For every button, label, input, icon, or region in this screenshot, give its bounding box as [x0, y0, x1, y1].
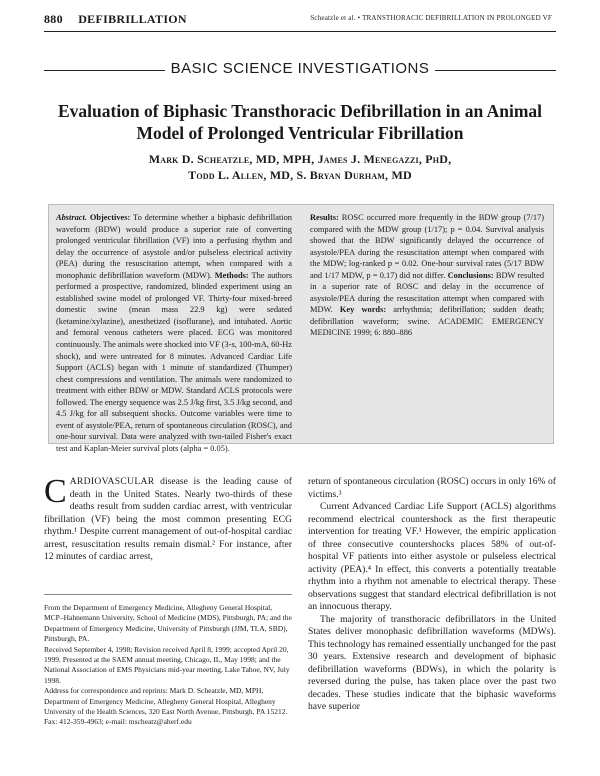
body-col-left — [44, 473, 292, 564]
conclusions-text: BDW resulted in a superior rate of ROSC and delay in the occurrence of asystole/PEA during the resuscitation attempt when compared with MDW. — [310, 270, 545, 315]
citation: ACADEMIC EMERGENCY MEDICINE 1999; 6: 880–886 — [310, 316, 544, 338]
footnote-correspondence: Address for correspondence and reprints: Mark D. Scheatzle, MD, MPH, Department of Emergency Medicine, Allegheny General Hospital, Allegheny University of the Health Sciences, 320 East North Avenue, Pittsburgh, PA 15212. Fax: 412-359-4963; e-mail: mscheatz@aherf.edu — [44, 686, 288, 727]
abstract-col-right — [310, 212, 544, 438]
body-col-right — [308, 476, 556, 714]
running-header-left — [44, 12, 187, 27]
objectives-label: Objectives: — [89, 213, 131, 222]
article-title: Evaluation of Biphasic Transthoracic Defibrillation in an Animal Model of Prolonged Ventricular Fibrillation — [57, 101, 543, 143]
results-text: ROSC occurred more frequently in the BDW group (7/17) compared with the MDW group (1/17); p = 0.04. Survival analysis showed that the BDW significantly delayed the occurrence of asystole/PEA during the resuscitation attempt when compared with the MDW; log-ranked p = 0.02. One-hour survival rates (5/17 BDW and 1/17 MDW, p = 0.17) did not differ. — [310, 213, 545, 280]
results-label: Results: — [310, 213, 339, 222]
footnote-received: Received September 4, 1998; Revision received April 8, 1999; accepted April 20, 1999. Presented at the SAEM annual meeting, Chicago, IL, May 1998; and the National Association of EMS Physicians mid-year meeting, Lake Tahoe, NV, July 1998. — [44, 644, 290, 685]
footnote-rule — [44, 594, 292, 595]
methods-label: Methods: — [214, 270, 249, 280]
keywords-text: arrhythmia; defibrillation; sudden death; defibrillation waveform; swine. — [310, 305, 545, 326]
abstract-col-left — [56, 212, 293, 453]
running-head: Scheatzle et al. • TRANSTHORACIC DEFIBRILLATION IN PROLONGED VF — [310, 14, 552, 22]
objectives-text: To determine whether a biphasic defibrillation waveform (BDW) would produce a superior rate of converting prolonged ventricular fibrillation (VF) into a perfusing rhythm and delay the occurrence of asystole and/or pulseless electrical activity (PEA) during the resuscitation attempt, when compared with a monophasic defibrillation waveform (MDW). — [56, 213, 292, 280]
authors-line-2: Todd L. Allen, MD, S. Bryan Durham, MD — [188, 168, 412, 182]
body-para-3: The majority of transthoracic defibrillators in the United States deliver monophasic defibrillation waveforms (MDWs). This technology has remained essentially unchanged for the past 30 years. Extensive research and development of biphasic defibrillation waveforms (BDWs), in which the polarity is reversed during the pulse, has taken place over the past two decades. These studies indicate that the biphasic waveforms have superior — [308, 613, 556, 712]
footnote-affiliation: From the Department of Emergency Medicine, Allegheny General Hospital, MCP–Hahnemann University, School of Medicine (MDS), Pittsburgh, PA; and the Department of Emergency Medicine, University of Pittsburgh (JJM, TLA, SBD), Pittsburgh, PA. — [44, 603, 292, 644]
section-label: BASIC SCIENCE INVESTIGATIONS — [0, 60, 600, 77]
footnote — [44, 603, 292, 728]
header-rule — [44, 31, 556, 32]
dropcap: C — [44, 473, 67, 510]
conclusions-label: Conclusions: — [447, 270, 494, 280]
authors — [40, 151, 560, 183]
lead-caps: ARDIOVASCULAR — [69, 476, 155, 487]
methods-text: The authors performed a prospective, randomized, blinded experiment using an established swine model of prolonged VF. Thirty-four mixed-breed domestic swine (mean mass 22.9 kg) were sedated (ketamine/xylazine), anesthetized (isoflurane), and intubated. Aortic and femoral venous catheters were placed. ECG was monitored continuously. The animals were shocked into VF (3-s, 100-mA, 60-Hz shock), and were untreated for 8 minutes. Advanced Cardiac Life Support (ACLS) began with 1 minute of standardized (Thumper) chest compressions and ventilation. The animals were randomized to treatment with either BDW or MDW. Standard ACLS protocols were followed. The energy sequence was 2.5 J/kg first, 3.5 J/kg second, and 4.5 J/kg for all subsequent shocks. Outcome variables were time to event of asystole/PEA, return of spontaneous circulation (ROSC), and one-hour survival. Data were analyzed with two-tailed Fisher's exact test and Kaplan-Meier survival plots (alpha = 0.05). — [56, 270, 293, 453]
abstract-label: Abstract. — [56, 213, 87, 222]
body-para-2: Current Advanced Cardiac Life Support (ACLS) algorithms recommend electrical countershock as the first therapeutic intervention for treating VF.¹ However, the empiric application of three consecutive countershocks places 58% of out-of-hospital VF patients into either asystole or pulseless electrical activity (PEA).⁴ In effect, this converts a potentially treatable rhythm into a rhythm not amenable to electrical therapy. These observations suggest that standard electrical defibrillation is not an innocuous therapy. — [308, 501, 556, 612]
page-number: 880 — [44, 12, 63, 26]
body-para-1: disease is the leading cause of death in the United States. Nearly two-thirds of these deaths result from sudden cardiac arrest, with ventricular fibrillation (VF) being the most common presenting ECG rhythm.¹ Despite current management of out-of-hospital cardiac arrest, resuscitation results remain dismal.² For instance, after 12 minutes of cardiac arrest, — [44, 476, 292, 562]
journal-section: DEFIBRILLATION — [78, 12, 187, 26]
keywords-label: Key words: — [339, 305, 387, 315]
authors-line-1: Mark D. Scheatzle, MD, MPH, James J. Menegazzi, PhD, — [148, 152, 452, 166]
body-para-1-cont: return of spontaneous circulation (ROSC) occurs in only 16% of victims.³ — [308, 476, 556, 500]
